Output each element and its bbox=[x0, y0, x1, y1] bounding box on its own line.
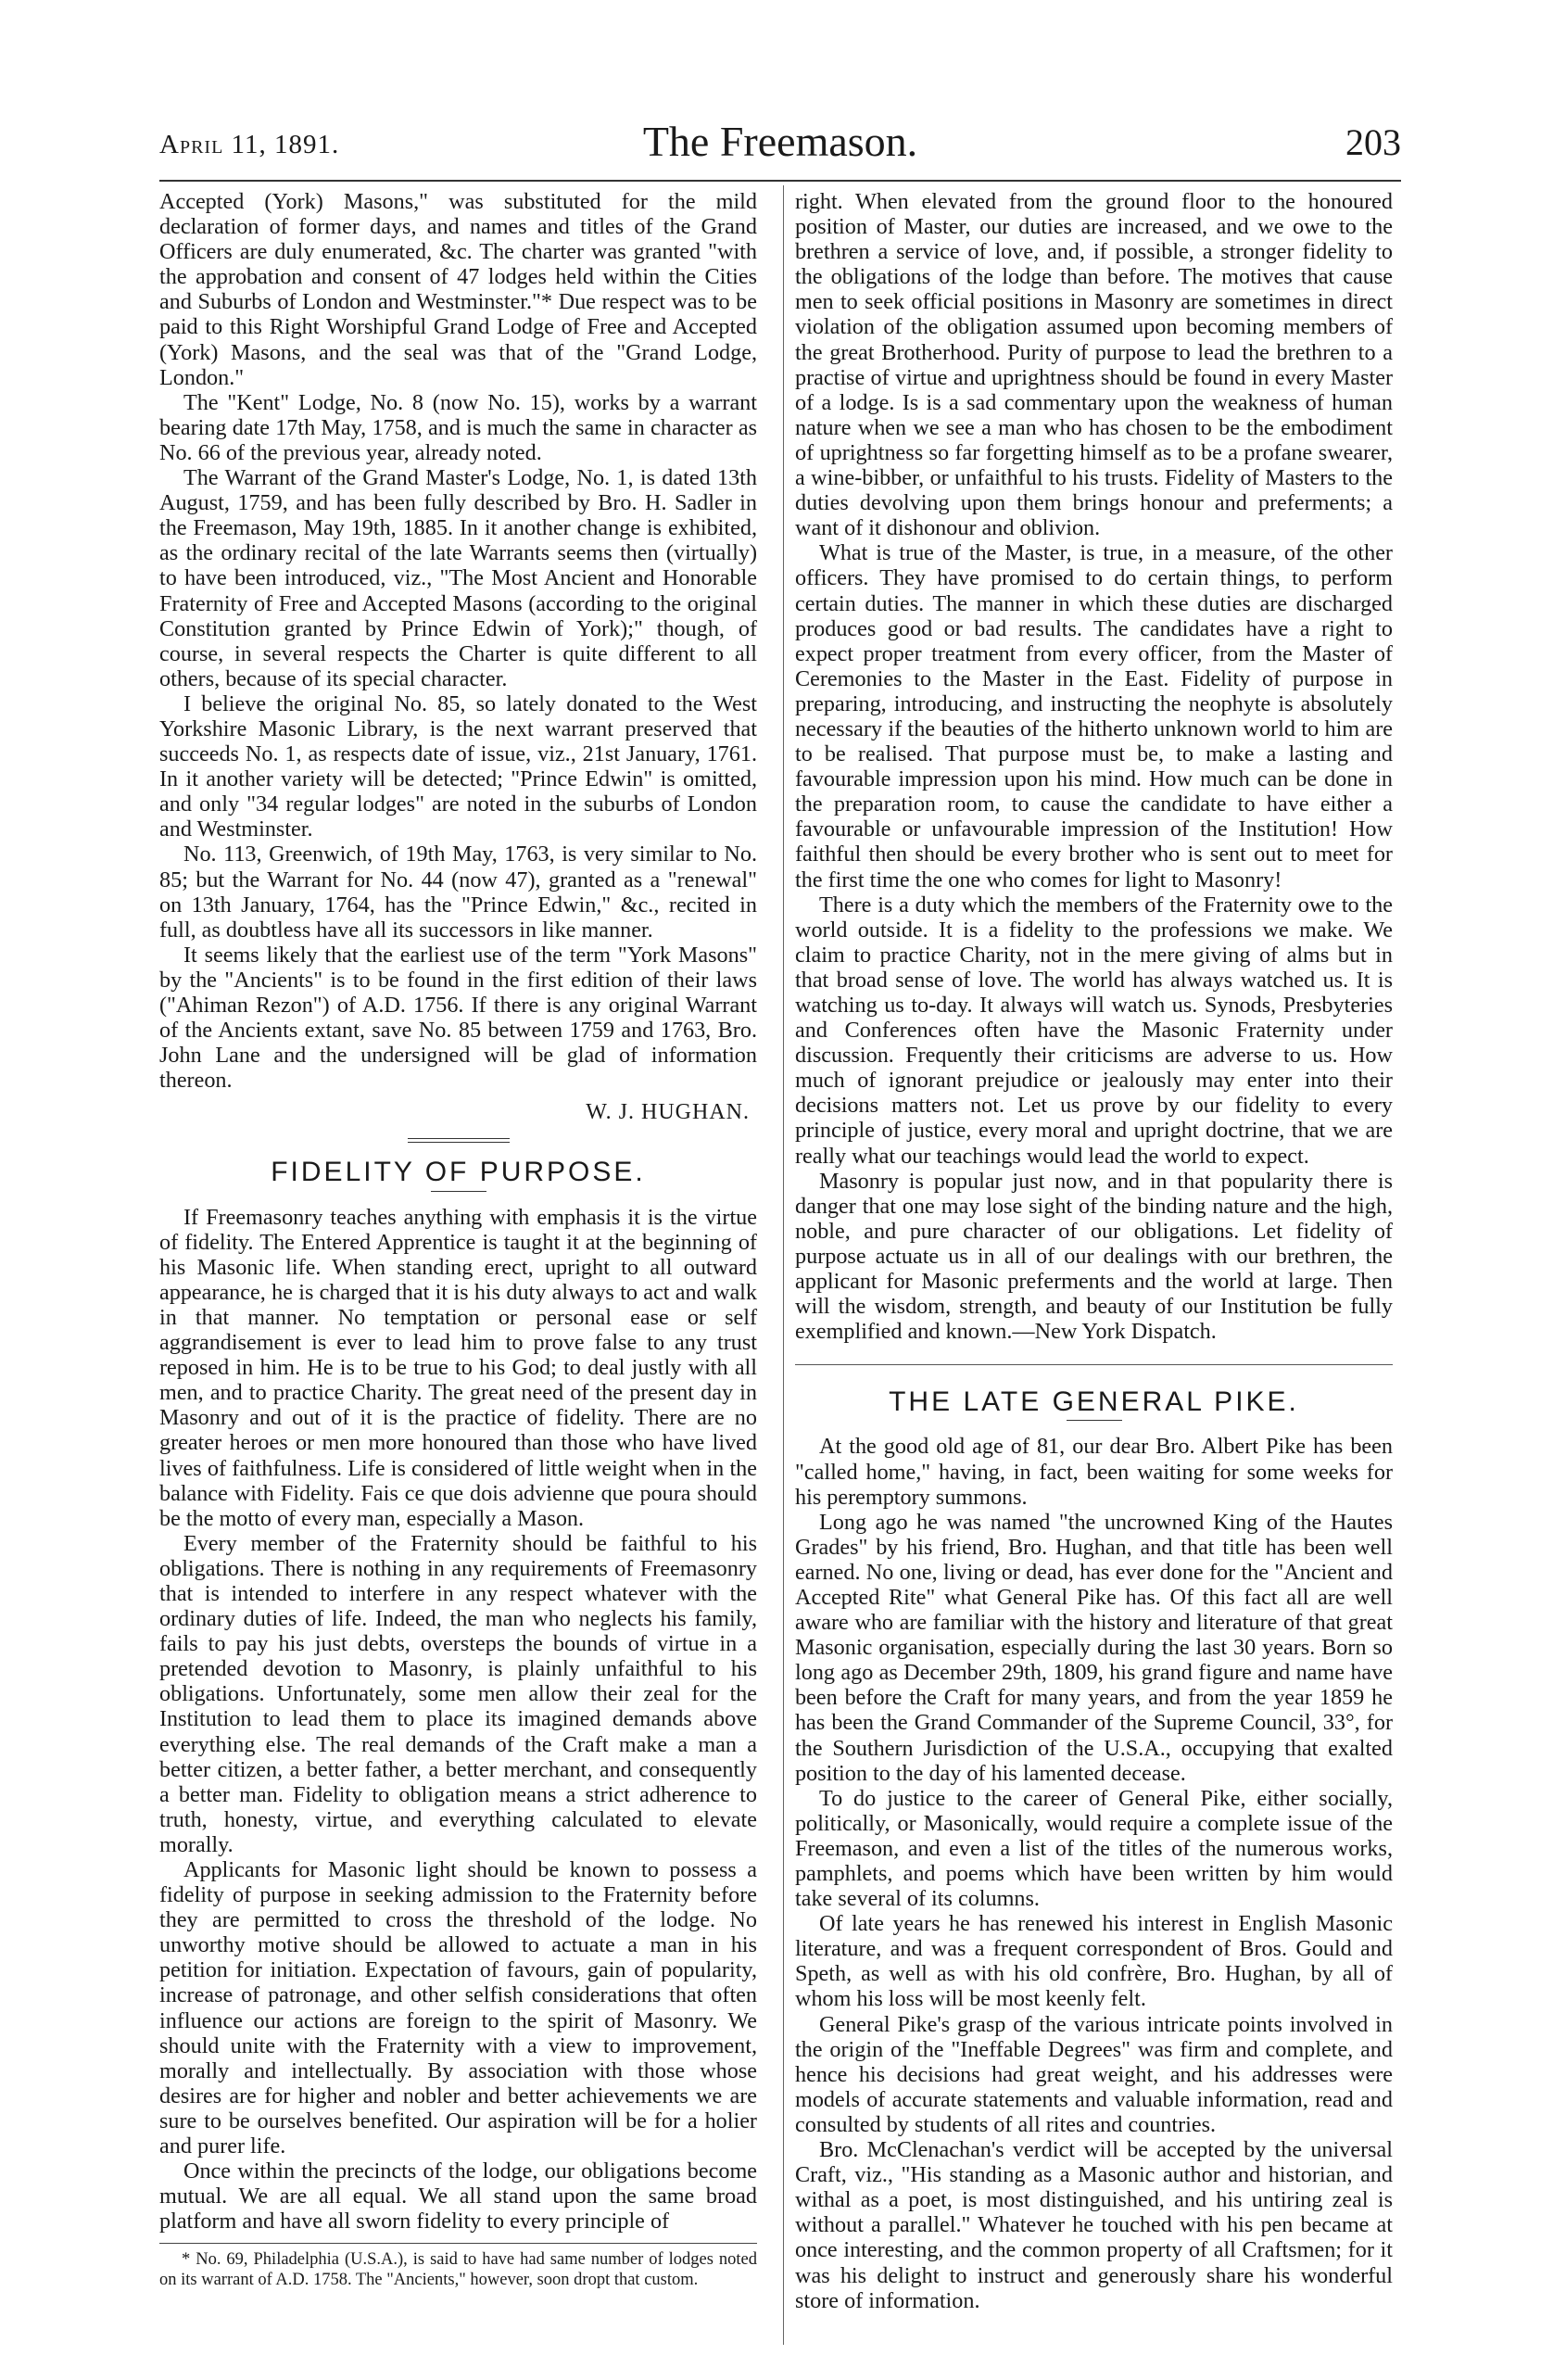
article-paragraph: Long ago he was named "the uncrowned King of the Hautes Grades" by his friend, Bro. Hughan, and that title has been well earned. No one, living or dead, has ever done for the "Ancient and Accepted Rite" what General Pike has. Of this fact all are well aware who are familiar with the history and literature of that great Masonic organisation, especially during the last 30 years. Born so long ago as December 29th, 1809, his grand figure and name have been before the Craft for many years, and from the year 1859 he has been the Grand Commander of the Supreme Council, 33°, for the Southern Jurisdiction of the U.S.A., occupying that exalted position to the day of his lamented decease. bbox=[795, 1509, 1393, 1786]
article-paragraph: Of late years he has renewed his interest in English Masonic literature, and was a frequent correspondent of Bros. Gould and Speth, as well as with his old confrère, Bro. Hughan, by all of whom his loss will be most keenly felt. bbox=[795, 1911, 1393, 2012]
article-heading-pike: THE LATE GENERAL PIKE. bbox=[889, 1386, 1299, 1418]
header-rule bbox=[159, 180, 1401, 182]
article-paragraph: Masonry is popular just now, and in that popularity there is danger that one may lose sight of the binding nature and the high, noble, and pure character of our obligations. Let fidelity of purpose actuate us in all of our dealings with our brethren, the applicant for Masonic preferments and the world at large. Then will the wisdom, strength, and beauty of our Institution be fully exemplified and known.—New York Dispatch. bbox=[795, 1168, 1393, 1345]
page-header bbox=[159, 117, 1401, 172]
footnote-text: * No. 69, Philadelphia (U.S.A.), is said to have had same number of lodges noted on its warrant of A.D. 1758. The "Ancients," however, soon dropt that custom. bbox=[159, 2250, 757, 2290]
article-paragraph: There is a duty which the members of the Fraternity owe to the world outside. It is a fidelity to the professions we make. We claim to practice Charity, not in the mere giving of alms but in that broad sense of love. The world has always watched us. It is watching us to-day. It always will watch us. Synods, Presbyteries and Conferences often have the Masonic Fraternity under discussion. Frequently their criticisms are adverse to us. How much of ignorant prejudice or jealously may enter into their decisions matters not. Let us prove by our fidelity to every principle of justice, every moral and upright doctrine, that we are really what our teachings would lead the world to expect. bbox=[795, 892, 1393, 1169]
article-paragraph: To do justice to the career of General Pike, either socially, politically, or Masonically, would require a complete issue of the Freemason, and even a list of the titles of the numerous works, pamphlets, and poems which have been written by him would take several of its columns. bbox=[795, 1785, 1393, 1912]
author-signature: W. J. HUGHAN. bbox=[586, 1100, 750, 1125]
article-paragraph: If Freemasonry teaches anything with emphasis it is the virtue of fidelity. The Entered Apprentice is taught it at the beginning of his Masonic life. When standing erect, upright to all outward appearance, he is charged that it is his duty always to act and walk in that manner. No temptation or personal ease or self aggrandisement is ever to lead him to prove false to any trust reposed in him. He is to be true to his God; to deal justly with all men, and to practice Charity. The great need of the present day in Masonry and out of it is the practice of fidelity. There are no greater heroes or men more honoured than those who have lived lives of faithfulness. Life is considered of little weight when in the balance with Fidelity. Fais ce que dois advienne que poura should be the motto of every man, especially a Mason. bbox=[159, 1204, 757, 1531]
article-paragraph: No. 113, Greenwich, of 19th May, 1763, is very similar to No. 85; but the Warrant for No. 44 (now 47), granted as a "renewal" on 13th January, 1764, has the "Prince Edwin," &c., recited in full, as doubtless have all its successors in like manner. bbox=[159, 842, 757, 943]
heading-rule bbox=[431, 1191, 486, 1192]
article-paragraph: Every member of the Fraternity should be faithful to his obligations. There is nothing in any requirements of Freemasonry that is intended to interfere in any respect whatever with the ordinary duties of life. Indeed, the man who neglects his family, fails to pay his just debts, oversteps the bounds of virtue in a pretended devotion to Masonry, is plainly unfaithful to his obligations. Unfortunately, some men allow their zeal for the Institution to lead them to place its imagined demands above everything else. The real demands of the Craft make a man a better citizen, a better father, a better merchant, and consequently a better man. Fidelity to obligation means a strict adherence to truth, honesty, virtue, and everything calculated to elevate morally. bbox=[159, 1530, 757, 1857]
article-heading-fidelity: FIDELITY OF PURPOSE. bbox=[271, 1157, 646, 1188]
article-paragraph: What is true of the Master, is true, in a measure, of the other officers. They have promised to do certain things, to perform certain duties. The manner in which these duties are discharged produces good or bad results. The candidates have a right to expect proper treatment from every officer, from the Master of Ceremonies to the Master in the East. Fidelity of purpose in preparing, introducing, and instructing the neophyte is absolutely necessary if the beauties of the hitherto unknown world to him are to be realised. That purpose must be, to make a lasting and favourable impression upon his mind. How much can be done in the preparation room, to cause the candidate to have either a favourable or unfavourable impression of the Institution! How faithful then should be every brother who is sent out to meet for the first time the one who comes for light to Masonry! bbox=[795, 540, 1393, 892]
page-number: 203 bbox=[1345, 121, 1401, 163]
issue-date: April 11, 1891. bbox=[159, 130, 340, 159]
article-paragraph: The Warrant of the Grand Master's Lodge, No. 1, is dated 13th August, 1759, and has been fully described by Bro. H. Sadler in the Freemason, May 19th, 1885. In it another change is exhibited, as the ordinary recital of the late Warrants seems then (virtually) to have been introduced, viz., "The Most Ancient and Honorable Fraternity of Free and Accepted Masons (according to the original Constitution granted by Prince Edwin of York);" though, of course, in several respects the Charter is quite different to all others, because of its special character. bbox=[159, 465, 757, 691]
article-paragraph: right. When elevated from the ground floor to the honoured position of Master, our duties are increased, and we owe to the brethren a service of love, and, if possible, a stronger fidelity to the obligations of the lodge than before. The motives that cause men to seek official positions in Masonry are sometimes in direct violation of the obligation assumed upon becoming members of the great Brotherhood. Purity of purpose to lead the brethren to a practise of virtue and uprightness should be found in every Master of a lodge. Is is a sad commentary upon the weakness of human nature when we see a man who has chosen to be the embodiment of uprightness so far forgetting himself as to be a profane swearer, a wine-bibber, or unfaithful to his trusts. Fidelity of Masters to the duties devolving upon them brings honour and preferments; a want of it dishonour and oblivion. bbox=[795, 189, 1393, 541]
article-paragraph: Once within the precincts of the lodge, our obligations become mutual. We are all equal. We all stand upon the same broad platform and have all sworn fidelity to every principle of bbox=[159, 2158, 757, 2234]
masthead-title: The Freemason. bbox=[642, 118, 918, 165]
section-divider bbox=[408, 1138, 510, 1143]
heading-rule bbox=[1067, 1420, 1122, 1421]
section-divider bbox=[795, 1364, 1393, 1365]
left-column bbox=[159, 189, 757, 2290]
article-paragraph: It seems likely that the earliest use of the term "York Masons" by the "Ancients" is to be found in the first edition of their laws ("Ahiman Rezon") of A.D. 1756. If there is any original Warrant of the Ancients extant, save No. 85 between 1759 and 1763, Bro. John Lane and the undersigned will be glad of information thereon. bbox=[159, 942, 757, 1094]
article-paragraph: The "Kent" Lodge, No. 8 (now No. 15), works by a warrant bearing date 17th May, 1758, and is much the same in character as No. 66 of the previous year, already noted. bbox=[159, 389, 757, 465]
right-column bbox=[795, 189, 1393, 2313]
article-paragraph: I believe the original No. 85, so lately donated to the West Yorkshire Masonic Library, is the next warrant preserved that succeeds No. 1, as respects date of issue, viz., 21st January, 1761. In it another variety will be detected; "Prince Edwin" is omitted, and only "34 regular lodges" are noted in the suburbs of London and Westminster. bbox=[159, 690, 757, 842]
article-paragraph: Bro. McClenachan's verdict will be accepted by the universal Craft, viz., "His standing as a Masonic author and historian, and withal as a poet, is most distinguished, and his untiring zeal is without a parallel." Whatever he touched with his pen became at once interesting, and the common property of all Craftsmen; for it was his delight to instruct and generously share his wonderful store of information. bbox=[795, 2137, 1393, 2313]
article-paragraph: Applicants for Masonic light should be known to possess a fidelity of purpose in seeking admission to the Fraternity before they are permitted to cross the threshold of the lodge. No unworthy motive should be allowed to actuate a man in his petition for initiation. Expectation of favours, gain of popularity, increase of patronage, and other selfish considerations that often influence our actions are foreign to the spirit of Masonry. We should unite with the Fraternity with a view to improvement, morally and intellectually. By association with those whose desires are for higher and nobler and better achievements we are sure to be ourselves benefited. Our aspiration will be for a holier and purer life. bbox=[159, 1857, 757, 2159]
article-paragraph: At the good old age of 81, our dear Bro. Albert Pike has been "called home," having, in fact, been waiting for some weeks for his peremptory summons. bbox=[795, 1434, 1393, 1510]
column-divider bbox=[783, 185, 784, 2345]
article-paragraph: Accepted (York) Masons," was substituted for the mild declaration of former days, and names and titles of the Grand Officers are duly enumerated, &c. The charter was granted "with the approbation and consent of 47 lodges held within the Cities and Suburbs of London and Westminster."* Due respect was to be paid to this Right Worshipful Grand Lodge of Free and Accepted (York) Masons, and the seal was that of the "Grand Lodge, London." bbox=[159, 189, 757, 390]
article-paragraph: General Pike's grasp of the various intricate points involved in the origin of the "Ineffable Degrees" was firm and complete, and hence his decisions had great weight, and his addresses were models of accurate statements and valuable information, read and consulted by students of all rites and countries. bbox=[795, 2011, 1393, 2137]
footnote bbox=[159, 2243, 757, 2290]
